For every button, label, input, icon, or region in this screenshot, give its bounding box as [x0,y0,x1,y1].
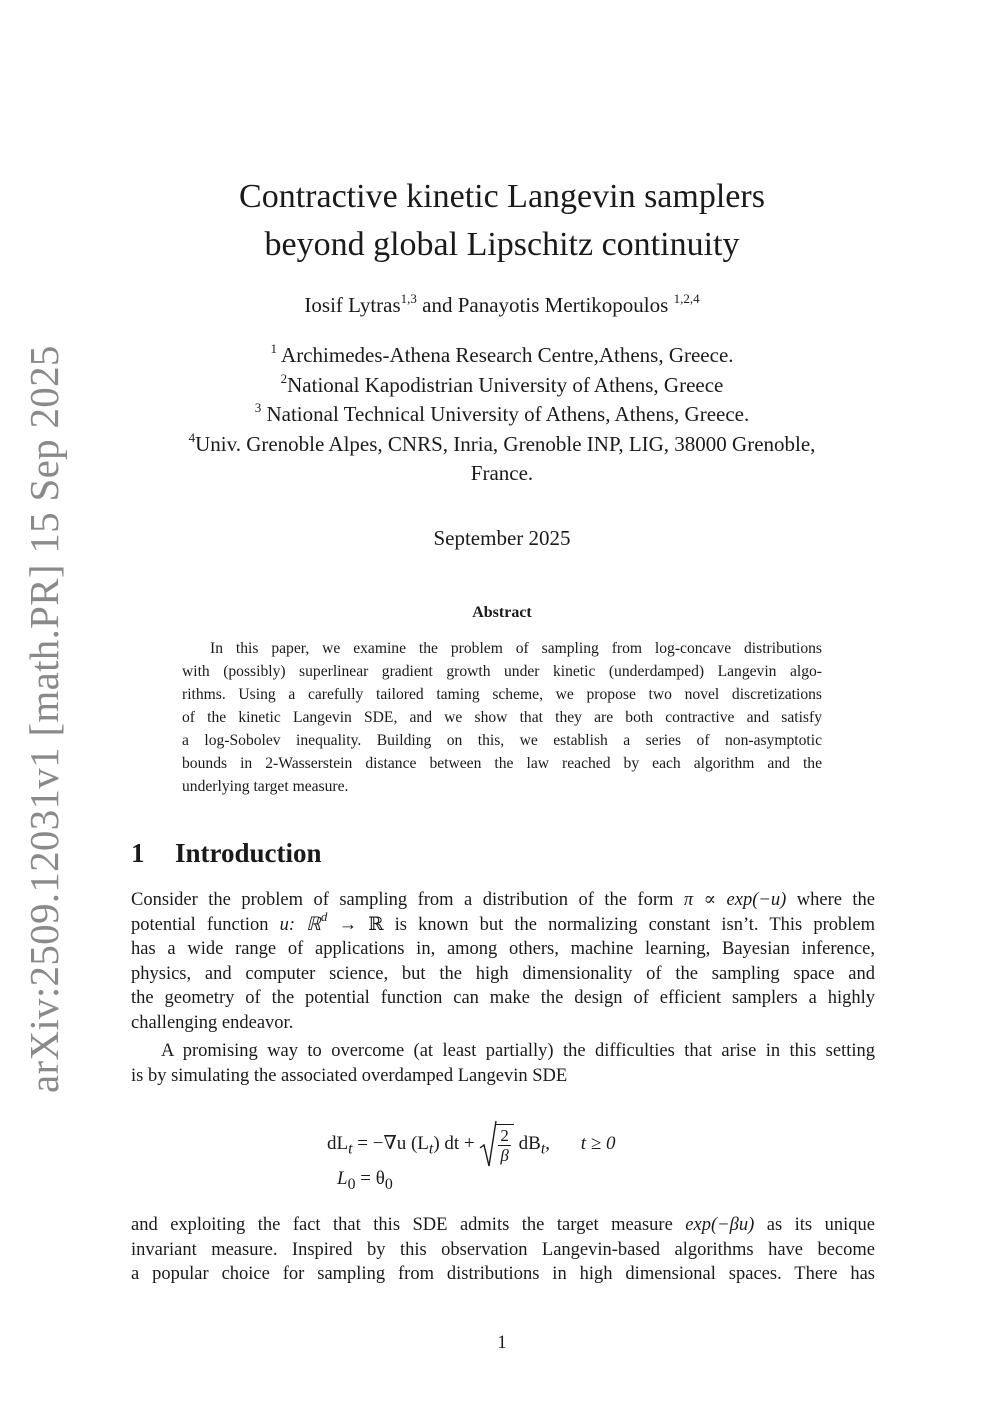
section-title: Introduction [175,838,322,868]
paper-title [0,173,1004,269]
inline-math: → ℝ [327,914,384,935]
square-root [479,1124,514,1165]
fraction [498,1126,511,1165]
intro-paragraph-2 [131,1039,875,1088]
eq-subscript: 0 [384,1175,393,1193]
paragraph-line: a popular choice for sampling from distributions in high dimensional spaces. There has [131,1264,875,1285]
abstract-line: bounds in 2-Wasserstein distance between the law reached by each algorithm and the [182,755,822,772]
paragraph-line: physics, and computer science, but the high dimensionality of the sampling space and [131,963,875,984]
text-run: as its unique [754,1215,875,1235]
affiliation-mark: 1 [270,341,277,356]
eq-subscript: t [540,1140,546,1158]
page-number: 1 [497,1333,507,1353]
inline-math-superscript: d [320,908,328,924]
paragraph-line: is by simulating the associated overdamped Langevin SDE [131,1065,568,1086]
equation-line-initial-condition [337,1168,393,1194]
text-run: potential function [131,914,280,935]
title-line-2: beyond global Lipschitz continuity [264,226,740,263]
author-2-name: Panayotis Mertikopoulos [457,293,669,317]
eq-condition: t ≥ 0 [580,1132,616,1154]
display-equation [323,1108,723,1198]
eq-term: = −∇u (L [352,1132,429,1154]
fraction-numerator: 2 [500,1126,509,1145]
inline-math: π ∝ exp(−u) [683,890,787,910]
author-1-affiliation-marks: 1,3 [400,291,417,306]
abstract-line: rithms. Using a carefully tailored taming scheme, we propose two novel discretizations [182,686,822,703]
text-run: where the [786,890,876,910]
affiliation-mark: 4 [188,429,196,445]
title-line-1: Contractive kinetic Langevin samplers [239,178,765,215]
eq-subscript: t [348,1140,353,1158]
equation-line-sde [327,1124,615,1165]
publication-date: September 2025 [433,526,571,550]
radical-sign-icon [479,1120,497,1168]
author-2-affiliation-marks: 1,2,4 [673,291,700,306]
abstract-line: a log-Sobolev inequality. Building on this, we establish a series of non-asymptotic [182,732,822,749]
eq-term: dB [513,1132,541,1154]
inline-math: exp(−βu) [685,1215,755,1235]
eq-subscript: 0 [347,1175,356,1193]
paragraph-line [131,908,876,938]
author-list [0,291,1004,319]
affiliation-mark: 3 [254,400,262,415]
arxiv-identifier-stamp: arXiv:2509.12031v1 [math.PR] 15 Sep 2025 [21,345,67,1093]
section-heading [131,835,322,871]
abstract-line: underlying target measure. [182,778,349,795]
paragraph-line [131,1213,875,1238]
affiliation-item [0,459,1004,489]
abstract-body [182,637,822,798]
inline-math: u: ℝ [279,914,321,935]
affiliation-text: France. [470,461,534,485]
affiliation-item [0,371,1004,401]
affiliation-list [0,341,1004,489]
affiliation-text: Univ. Grenoble Alpes, CNRS, Inria, Grenoble INP, LIG, 38000 Grenoble, [195,431,816,456]
section-number: 1 [131,838,145,868]
paragraph-line [131,888,875,913]
affiliation-text: Archimedes-Athena Research Centre,Athens, Greece. [276,343,734,367]
affiliation-item [0,430,1004,460]
paragraph-line: the geometry of the potential function can make the design of efficient samplers a highly [131,988,875,1009]
abstract-line: of the kinetic Langevin SDE, and we show that they are both contractive and satisfy [182,709,822,726]
affiliation-text: National Kapodistrian University of Athens, Greece [287,372,724,397]
paragraph-line: invariant measure. Inspired by this observation Langevin-based algorithms have become [131,1239,875,1260]
fraction-denominator: β [500,1146,509,1165]
affiliation-item [0,341,1004,371]
affiliation-mark: 2 [280,370,288,386]
paragraph-line: A promising way to overcome (at least partially) the difficulties that arise in this setting [161,1041,875,1061]
abstract-line: with (possibly) superlinear gradient growth under kinetic (underdamped) Langevin algo- [182,663,822,680]
eq-subscript: t [428,1140,434,1158]
text-run: and exploiting the fact that this SDE admits the target measure [131,1215,686,1235]
author-conjunction: and [422,293,453,317]
paragraph-line: has a wide range of applications in, among others, machine learning, Bayesian inference, [131,939,875,960]
author-1-name: Iosif Lytras [304,293,401,317]
affiliation-text: National Technical University of Athens, Athens, Greece. [261,402,750,426]
eq-lhs: L [337,1168,348,1189]
paragraph-line: challenging endeavor. [131,1012,294,1033]
affiliation-item [0,400,1004,430]
abstract-heading: Abstract [472,604,532,621]
eq-term: ) dt + [433,1132,475,1154]
text-run: Consider the problem of sampling from a distribution of the form [131,890,684,910]
intro-paragraph-1 [131,888,875,1036]
intro-paragraph-3 [131,1213,875,1287]
eq-term: , [545,1132,550,1154]
eq-term: = θ [355,1168,385,1189]
text-run: is known but the normalizing constant isn’t. This problem [383,914,876,935]
eq-lhs: dL [327,1132,349,1154]
abstract-line: In this paper, we examine the problem of sampling from log-concave distributions [210,640,822,657]
